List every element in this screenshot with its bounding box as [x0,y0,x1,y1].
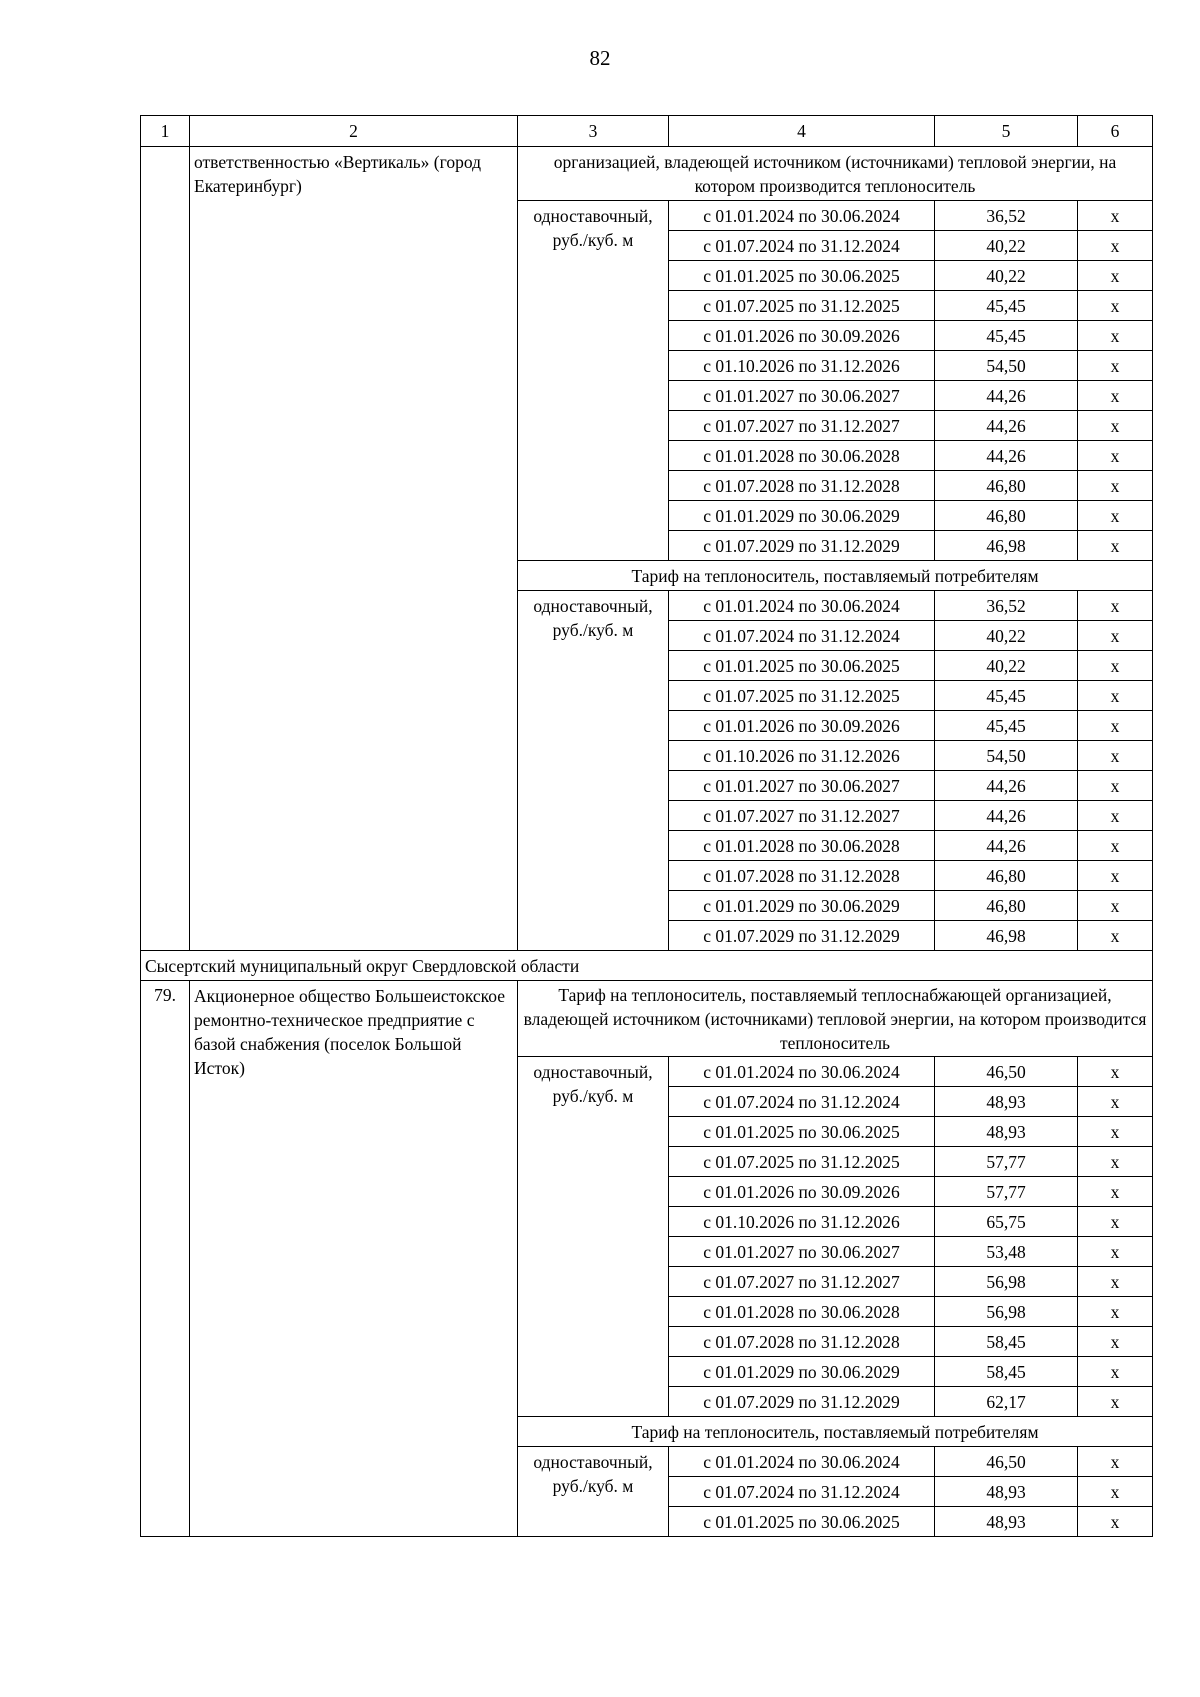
period: с 01.07.2024 по 31.12.2024 [669,1477,935,1507]
tariff-value: 54,50 [935,351,1078,381]
period: с 01.01.2028 по 30.06.2028 [669,441,935,471]
mark: х [1078,441,1153,471]
page-number: 82 [589,46,611,70]
period: с 01.07.2025 по 31.12.2025 [669,291,935,321]
tariff-value: 46,98 [935,531,1078,561]
period: с 01.01.2024 по 30.06.2024 [669,201,935,231]
tariff-value: 44,26 [935,411,1078,441]
mark: х [1078,1117,1153,1147]
mark: х [1078,531,1153,561]
tariff-value: 44,26 [935,441,1078,471]
tariff-value: 58,45 [935,1357,1078,1387]
tariff-value: 46,80 [935,861,1078,891]
tariff-value: 57,77 [935,1177,1078,1207]
tariff-value: 46,80 [935,471,1078,501]
col-header-5: 5 [935,116,1078,147]
period: с 01.01.2027 по 30.06.2027 [669,381,935,411]
mark: х [1078,681,1153,711]
mark: х [1078,771,1153,801]
tariff-value: 40,22 [935,651,1078,681]
mark: х [1078,1237,1153,1267]
period: с 01.10.2026 по 31.12.2026 [669,741,935,771]
period: с 01.07.2024 по 31.12.2024 [669,231,935,261]
col-header-6: 6 [1078,116,1153,147]
tariff-value: 53,48 [935,1237,1078,1267]
mark: х [1078,1387,1153,1417]
period: с 01.07.2025 по 31.12.2025 [669,1147,935,1177]
period: с 01.01.2025 по 30.06.2025 [669,651,935,681]
period: с 01.07.2024 по 31.12.2024 [669,1087,935,1117]
tariff-type: одноставочный, руб./куб. м [518,1057,669,1417]
mark: х [1078,471,1153,501]
period: с 01.01.2026 по 30.09.2026 [669,711,935,741]
tariff-table [140,115,1153,1537]
mark: х [1078,321,1153,351]
tariff-value: 48,93 [935,1087,1078,1117]
mark: х [1078,891,1153,921]
period: с 01.01.2024 по 30.06.2024 [669,1447,935,1477]
period: с 01.07.2027 по 31.12.2027 [669,801,935,831]
period: с 01.01.2024 по 30.06.2024 [669,591,935,621]
tariff-value: 40,22 [935,621,1078,651]
period: с 01.01.2027 по 30.06.2027 [669,771,935,801]
period: с 01.07.2029 по 31.12.2029 [669,531,935,561]
organization-name: Акционерное общество Большеистокское ремонтно-техническое предприятие с базой снабжения (поселок Большой Исток) [190,981,518,1537]
period: с 01.07.2027 по 31.12.2027 [669,411,935,441]
period: с 01.01.2024 по 30.06.2024 [669,1057,935,1087]
region-row [141,951,1153,981]
period: с 01.07.2029 по 31.12.2029 [669,921,935,951]
tariff-value: 62,17 [935,1387,1078,1417]
tariff-value: 44,26 [935,831,1078,861]
tariff-value: 58,45 [935,1327,1078,1357]
tariff-value: 48,93 [935,1507,1078,1537]
mark: х [1078,1177,1153,1207]
tariff-value: 48,93 [935,1477,1078,1507]
mark: х [1078,1057,1153,1087]
mark: х [1078,741,1153,771]
tariff-subheading: Тариф на теплоноситель, поставляемый потребителям [518,1417,1153,1447]
mark: х [1078,231,1153,261]
tariff-value: 54,50 [935,741,1078,771]
period: с 01.10.2026 по 31.12.2026 [669,1207,935,1237]
tariff-value: 46,50 [935,1057,1078,1087]
period: с 01.01.2029 по 30.06.2029 [669,501,935,531]
period: с 01.07.2028 по 31.12.2028 [669,471,935,501]
table-row [141,981,1153,1057]
period: с 01.01.2025 по 30.06.2025 [669,1507,935,1537]
mark: х [1078,1447,1153,1477]
period: с 01.07.2024 по 31.12.2024 [669,621,935,651]
period: с 01.01.2029 по 30.06.2029 [669,1357,935,1387]
period: с 01.10.2026 по 31.12.2026 [669,351,935,381]
period: с 01.01.2025 по 30.06.2025 [669,261,935,291]
tariff-value: 46,98 [935,921,1078,951]
mark: х [1078,411,1153,441]
tariff-subheading: организацией, владеющей источником (источниками) тепловой энергии, на котором производится теплоноситель [518,147,1153,201]
tariff-value: 56,98 [935,1267,1078,1297]
mark: х [1078,1207,1153,1237]
tariff-value: 65,75 [935,1207,1078,1237]
tariff-value: 56,98 [935,1297,1078,1327]
period: с 01.07.2028 по 31.12.2028 [669,1327,935,1357]
mark: х [1078,1327,1153,1357]
period: с 01.01.2029 по 30.06.2029 [669,891,935,921]
tariff-subheading: Тариф на теплоноситель, поставляемый потребителям [518,561,1153,591]
tariff-value: 46,80 [935,891,1078,921]
period: с 01.07.2029 по 31.12.2029 [669,1387,935,1417]
mark: х [1078,711,1153,741]
mark: х [1078,1297,1153,1327]
row-number: 79. [141,981,190,1537]
mark: х [1078,1507,1153,1537]
period: с 01.07.2028 по 31.12.2028 [669,861,935,891]
period: с 01.01.2027 по 30.06.2027 [669,1237,935,1267]
mark: х [1078,351,1153,381]
period: с 01.01.2028 по 30.06.2028 [669,1297,935,1327]
tariff-value: 40,22 [935,261,1078,291]
mark: х [1078,591,1153,621]
mark: х [1078,291,1153,321]
region-name: Сысертский муниципальный округ Свердловской области [141,951,1153,981]
tariff-type: одноставочный, руб./куб. м [518,1447,669,1537]
col-header-3: 3 [518,116,669,147]
period: с 01.01.2026 по 30.09.2026 [669,321,935,351]
period: с 01.01.2025 по 30.06.2025 [669,1117,935,1147]
tariff-type: одноставочный, руб./куб. м [518,201,669,561]
mark: х [1078,1147,1153,1177]
tariff-value: 48,93 [935,1117,1078,1147]
mark: х [1078,831,1153,861]
tariff-value: 45,45 [935,711,1078,741]
tariff-value: 46,80 [935,501,1078,531]
header-row [141,116,1153,147]
mark: х [1078,381,1153,411]
tariff-table-body [141,116,1153,1537]
mark: х [1078,1357,1153,1387]
tariff-value: 46,50 [935,1447,1078,1477]
organization-name: ответственностью «Вертикаль» (город Екатеринбург) [190,147,518,951]
tariff-subheading: Тариф на теплоноситель, поставляемый теплоснабжающей организацией, владеющей источником (источниками) тепловой энергии, на котором производится теплоноситель [518,981,1153,1057]
col-header-1: 1 [141,116,190,147]
tariff-value: 36,52 [935,201,1078,231]
tariff-value: 45,45 [935,681,1078,711]
col-header-4: 4 [669,116,935,147]
mark: х [1078,621,1153,651]
row-number [141,147,190,951]
tariff-value: 44,26 [935,381,1078,411]
table-row [141,147,1153,201]
col-header-2: 2 [190,116,518,147]
mark: х [1078,861,1153,891]
mark: х [1078,501,1153,531]
tariff-value: 45,45 [935,291,1078,321]
tariff-value: 36,52 [935,591,1078,621]
tariff-value: 45,45 [935,321,1078,351]
mark: х [1078,261,1153,291]
period: с 01.07.2025 по 31.12.2025 [669,681,935,711]
tariff-value: 57,77 [935,1147,1078,1177]
mark: х [1078,921,1153,951]
period: с 01.07.2027 по 31.12.2027 [669,1267,935,1297]
period: с 01.01.2028 по 30.06.2028 [669,831,935,861]
mark: х [1078,1267,1153,1297]
mark: х [1078,801,1153,831]
tariff-value: 40,22 [935,231,1078,261]
mark: х [1078,201,1153,231]
mark: х [1078,651,1153,681]
mark: х [1078,1087,1153,1117]
tariff-value: 44,26 [935,771,1078,801]
tariff-value: 44,26 [935,801,1078,831]
mark: х [1078,1477,1153,1507]
tariff-type: одноставочный, руб./куб. м [518,591,669,951]
period: с 01.01.2026 по 30.09.2026 [669,1177,935,1207]
